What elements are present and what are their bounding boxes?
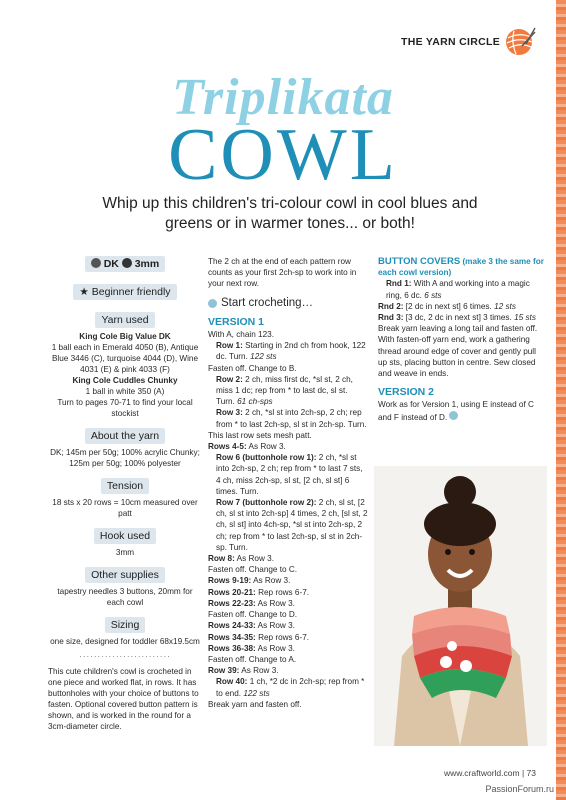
rows-36-38: Rows 36-38: As Row 3. (208, 643, 295, 653)
intro-text: This cute children's cowl is crocheted in one piece and worked flat, in rows. It has buttonholes with your choice of buttons to fasten. Optional covered button pattern is shown, and is worked in the round for a 3cm-diameter circle. (48, 667, 199, 731)
start-heading (208, 298, 368, 309)
watermark: PassionForum.ru (485, 784, 554, 794)
page-number: 73 (526, 768, 536, 778)
supplies-text: tapestry needles 3 buttons, 20mm for each cowl (57, 587, 193, 607)
version2-text: Work as for Version 1, using E instead of C and F instead of D. (378, 400, 534, 422)
row-7: Row 7 (buttonhole row 2): 2 ch, sl st, [2 ch, sl st into 2ch-sp] 4 times, 2 ch, [sl st, 2 ch, sl st] into 4ch-sp, *sl st into 2ch-sp, 2 ch; rep from * to last 2ch-sp, sl st in 2ch-sp. Turn. (216, 498, 368, 552)
fasten-d: Fasten off. Change to D. (208, 610, 298, 620)
yarn1-name: King Cole Big Value DK (79, 332, 171, 341)
fasten-b: Fasten off. Change to B. (208, 363, 297, 373)
row-3-note: This last row sets mesh patt. (208, 430, 312, 440)
rows-4-5: Rows 4-5: As Row 3. (208, 442, 286, 452)
pattern-column (208, 256, 368, 710)
tension-heading: Tension (101, 478, 149, 494)
pattern-note: The 2 ch at the end of each pattern row counts as your first 2ch-sp to work into in your next row. (208, 257, 357, 289)
sizing-heading: Sizing (105, 617, 146, 633)
weight-value: DK (103, 258, 119, 270)
end-dot-icon (449, 411, 458, 420)
dotted-divider: ························· (79, 652, 171, 661)
row-1: Row 1: Starting in 2nd ch from hook, 122 dc. Turn. 122 sts (216, 341, 366, 362)
button-covers-column (378, 256, 544, 423)
row-6: Row 6 (buttonhole row 1): 2 ch, *sl st into 2ch-sp, 2 ch; rep from * to last 7 sts, 4 ch, miss 2ch-sp, sl st, [2 ch, sl st] 6 times. Turn. (216, 453, 363, 496)
level-badge (73, 284, 176, 300)
standfirst: Whip up this children's tri-colour cowl in cool blues and greens or in warmer tones... or both! (102, 195, 478, 232)
yarn-weight-icon (91, 258, 101, 268)
row-3: Row 3: 2 ch, *sl st into 2ch-sp, 2 ch; rep from * to last 2ch-sp, sl st in 2ch-sp. Turn. (216, 408, 367, 429)
hook-text: 3mm (115, 548, 135, 557)
version1-heading: VERSION 1 (208, 315, 265, 328)
about-yarn-heading: About the yarn (85, 428, 165, 444)
yarn-used-heading: Yarn used (95, 312, 154, 328)
row-2: Row 2: 2 ch, miss first dc, *sl st, 2 ch, miss 1 dc; rep from * to last dc, sl st. Turn. 61 ch-sps (216, 374, 353, 407)
brand-name: THE YARN CIRCLE (400, 36, 500, 48)
stockist-note: Turn to pages 70-71 to find your local stockist (57, 398, 193, 418)
version2-heading: VERSION 2 (378, 386, 435, 399)
row-40: Row 40: 1 ch, *2 dc in 2ch-sp; rep from * to end. 122 sts (216, 677, 365, 698)
star-icon: ★ (79, 286, 92, 298)
yarn2-name: King Cole Cuddles Chunky (72, 376, 178, 385)
title-main: COWL (168, 114, 398, 196)
v1-intro: With A, chain 123. (208, 330, 274, 340)
rows-24-33: Rows 24-33: As Row 3. (208, 621, 295, 631)
sizing-text: one size, designed for toddler 68x19.5cm (50, 637, 200, 646)
rnd-3: Rnd 3: [3 dc, 2 dc in next st] 3 times. 15 sts (378, 313, 536, 323)
hook-icon (122, 258, 132, 268)
yarn1-text: 1 ball each in Emerald 4050 (B), Antique Blue 3446 (C), turquoise 4044 (D), Wine 4031 (E) & pink 4033 (F) (51, 343, 199, 374)
hook-size-value: 3mm (134, 258, 160, 270)
start-label: Start crocheting… (221, 296, 314, 309)
title-script: Triplikata (172, 69, 394, 126)
page-footer: www.craftworld.com | 73 (444, 768, 536, 778)
fasten-c: Fasten off. Change to C. (208, 565, 298, 575)
about-yarn-text: DK; 145m per 50g; 100% acrylic Chunky; 125m per 50g; 100% polyester (50, 448, 200, 468)
rows-22-23: Rows 22-23: As Row 3. (208, 598, 295, 608)
info-sidebar (48, 256, 202, 732)
break-yarn: Break yarn and fasten off. (208, 699, 302, 709)
rnd-2: Rnd 2: [2 dc in next st] 6 times. 12 sts (378, 301, 516, 311)
rows-9-19: Rows 9-19: As Row 3. (208, 576, 291, 586)
bullet-dot-icon (208, 299, 217, 308)
tension-text: 18 sts x 20 rows = 10cm measured over patt (52, 498, 198, 518)
rows-34-35: Rows 34-35: Rep rows 6-7. (208, 632, 310, 642)
rows-20-21: Rows 20-21: Rep rows 6-7. (208, 587, 310, 597)
yarn2-text: 1 ball in white 350 (A) (85, 387, 165, 396)
fasten-a: Fasten off. Change to A. (208, 654, 297, 664)
section-brand (401, 26, 536, 58)
level-label: Beginner friendly (91, 286, 171, 298)
weight-hook-badge (85, 256, 165, 272)
row-39: Row 39: As Row 3. (208, 666, 279, 676)
rnd-1: Rnd 1: With A and working into a magic ring, 6 dc. 6 sts (386, 279, 530, 300)
finish-text: Break yarn leaving a long tail and fasten off. With fasten-off yarn end, work a gathering thread around edge of cover and gently pull up sts, placing button in centre. Sew closed and weave in ends. (378, 324, 538, 379)
site-url: www.craftworld.com (444, 768, 520, 778)
child-wearing-cowl-photo (374, 466, 547, 746)
hook-heading: Hook used (94, 528, 156, 544)
row-8: Row 8: As Row 3. (208, 554, 274, 564)
supplies-heading: Other supplies (85, 567, 165, 583)
button-covers-heading: BUTTON COVERS (make 3 the same for each cowl version) (378, 256, 544, 278)
yarn-ball-icon (504, 26, 536, 58)
